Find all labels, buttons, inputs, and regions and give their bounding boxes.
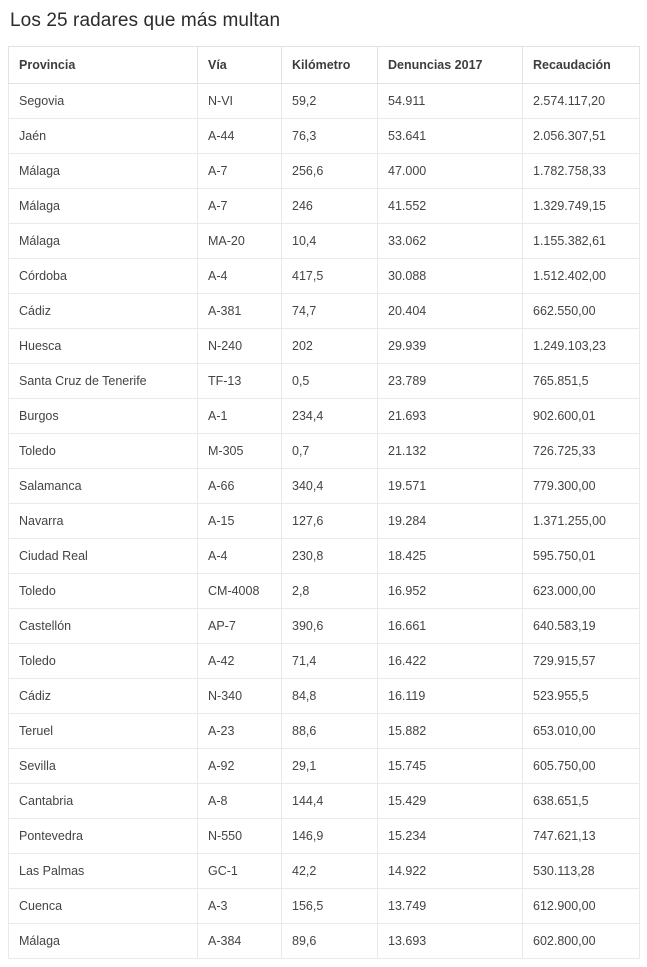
cell-provincia: Toledo [9, 644, 198, 679]
cell-kilometro: 246 [282, 189, 378, 224]
table-row [9, 644, 640, 679]
cell-recaudacion: 1.155.382,61 [523, 224, 640, 259]
cell-kilometro: 202 [282, 329, 378, 364]
cell-recaudacion: 1.249.103,23 [523, 329, 640, 364]
cell-via: N-VI [198, 84, 282, 119]
cell-via: A-7 [198, 154, 282, 189]
cell-recaudacion: 530.113,28 [523, 854, 640, 889]
cell-provincia: Teruel [9, 714, 198, 749]
cell-provincia: Pontevedra [9, 819, 198, 854]
cell-kilometro: 2,8 [282, 574, 378, 609]
table-row [9, 854, 640, 889]
table-row [9, 749, 640, 784]
cell-via: A-15 [198, 504, 282, 539]
cell-recaudacion: 640.583,19 [523, 609, 640, 644]
cell-provincia: Toledo [9, 574, 198, 609]
cell-via: A-92 [198, 749, 282, 784]
table-row [9, 574, 640, 609]
cell-denuncias: 15.882 [378, 714, 523, 749]
cell-provincia: Santa Cruz de Tenerife [9, 364, 198, 399]
cell-via: A-4 [198, 259, 282, 294]
cell-provincia: Cádiz [9, 294, 198, 329]
cell-provincia: Huesca [9, 329, 198, 364]
cell-denuncias: 29.939 [378, 329, 523, 364]
cell-kilometro: 76,3 [282, 119, 378, 154]
cell-via: A-7 [198, 189, 282, 224]
cell-denuncias: 13.693 [378, 924, 523, 959]
cell-recaudacion: 765.851,5 [523, 364, 640, 399]
cell-denuncias: 18.425 [378, 539, 523, 574]
cell-denuncias: 30.088 [378, 259, 523, 294]
cell-denuncias: 21.693 [378, 399, 523, 434]
table-row [9, 294, 640, 329]
cell-kilometro: 156,5 [282, 889, 378, 924]
table-row [9, 259, 640, 294]
cell-recaudacion: 1.329.749,15 [523, 189, 640, 224]
cell-recaudacion: 747.621,13 [523, 819, 640, 854]
cell-recaudacion: 779.300,00 [523, 469, 640, 504]
cell-denuncias: 20.404 [378, 294, 523, 329]
cell-via: N-240 [198, 329, 282, 364]
cell-kilometro: 89,6 [282, 924, 378, 959]
cell-provincia: Cuenca [9, 889, 198, 924]
cell-provincia: Toledo [9, 434, 198, 469]
cell-denuncias: 16.952 [378, 574, 523, 609]
cell-kilometro: 84,8 [282, 679, 378, 714]
cell-denuncias: 16.119 [378, 679, 523, 714]
table-row [9, 714, 640, 749]
cell-recaudacion: 729.915,57 [523, 644, 640, 679]
cell-via: MA-20 [198, 224, 282, 259]
cell-via: A-42 [198, 644, 282, 679]
cell-recaudacion: 595.750,01 [523, 539, 640, 574]
page-title: Los 25 radares que más multan [10, 10, 281, 31]
cell-denuncias: 19.571 [378, 469, 523, 504]
cell-provincia: Castellón [9, 609, 198, 644]
cell-recaudacion: 2.574.117,20 [523, 84, 640, 119]
table-header-row [9, 47, 640, 84]
radars-table [8, 46, 640, 959]
cell-via: A-8 [198, 784, 282, 819]
cell-kilometro: 59,2 [282, 84, 378, 119]
cell-provincia: Jaén [9, 119, 198, 154]
column-header-via: Vía [198, 47, 282, 84]
cell-kilometro: 10,4 [282, 224, 378, 259]
column-header-provincia: Provincia [9, 47, 198, 84]
table-body [9, 84, 640, 959]
cell-recaudacion: 523.955,5 [523, 679, 640, 714]
cell-denuncias: 21.132 [378, 434, 523, 469]
cell-via: A-3 [198, 889, 282, 924]
cell-kilometro: 0,5 [282, 364, 378, 399]
cell-kilometro: 29,1 [282, 749, 378, 784]
cell-denuncias: 41.552 [378, 189, 523, 224]
cell-kilometro: 230,8 [282, 539, 378, 574]
cell-denuncias: 15.234 [378, 819, 523, 854]
column-header-denuncias: Denuncias 2017 [378, 47, 523, 84]
cell-provincia: Córdoba [9, 259, 198, 294]
cell-recaudacion: 1.371.255,00 [523, 504, 640, 539]
cell-via: TF-13 [198, 364, 282, 399]
table-row [9, 329, 640, 364]
cell-recaudacion: 605.750,00 [523, 749, 640, 784]
cell-kilometro: 42,2 [282, 854, 378, 889]
cell-provincia: Málaga [9, 189, 198, 224]
table-row [9, 364, 640, 399]
cell-kilometro: 417,5 [282, 259, 378, 294]
table-container [0, 46, 647, 959]
cell-denuncias: 14.922 [378, 854, 523, 889]
cell-kilometro: 0,7 [282, 434, 378, 469]
cell-denuncias: 16.661 [378, 609, 523, 644]
cell-kilometro: 146,9 [282, 819, 378, 854]
cell-provincia: Sevilla [9, 749, 198, 784]
table-row [9, 609, 640, 644]
cell-provincia: Málaga [9, 224, 198, 259]
table-row [9, 224, 640, 259]
cell-provincia: Navarra [9, 504, 198, 539]
cell-via: N-550 [198, 819, 282, 854]
cell-kilometro: 340,4 [282, 469, 378, 504]
cell-provincia: Cádiz [9, 679, 198, 714]
cell-via: A-66 [198, 469, 282, 504]
table-row [9, 784, 640, 819]
cell-recaudacion: 638.651,5 [523, 784, 640, 819]
table-row [9, 189, 640, 224]
cell-via: M-305 [198, 434, 282, 469]
cell-via: A-381 [198, 294, 282, 329]
cell-denuncias: 16.422 [378, 644, 523, 679]
cell-recaudacion: 1.782.758,33 [523, 154, 640, 189]
table-header [9, 47, 640, 84]
cell-provincia: Segovia [9, 84, 198, 119]
cell-kilometro: 256,6 [282, 154, 378, 189]
cell-recaudacion: 2.056.307,51 [523, 119, 640, 154]
cell-kilometro: 74,7 [282, 294, 378, 329]
cell-recaudacion: 902.600,01 [523, 399, 640, 434]
cell-denuncias: 47.000 [378, 154, 523, 189]
cell-via: A-1 [198, 399, 282, 434]
cell-provincia: Burgos [9, 399, 198, 434]
table-row [9, 434, 640, 469]
cell-recaudacion: 726.725,33 [523, 434, 640, 469]
cell-kilometro: 88,6 [282, 714, 378, 749]
cell-kilometro: 234,4 [282, 399, 378, 434]
cell-recaudacion: 1.512.402,00 [523, 259, 640, 294]
cell-recaudacion: 653.010,00 [523, 714, 640, 749]
table-row [9, 889, 640, 924]
cell-provincia: Málaga [9, 154, 198, 189]
table-row [9, 819, 640, 854]
table-row [9, 469, 640, 504]
cell-denuncias: 33.062 [378, 224, 523, 259]
cell-denuncias: 54.911 [378, 84, 523, 119]
cell-via: CM-4008 [198, 574, 282, 609]
cell-denuncias: 19.284 [378, 504, 523, 539]
cell-denuncias: 53.641 [378, 119, 523, 154]
table-row [9, 119, 640, 154]
cell-denuncias: 13.749 [378, 889, 523, 924]
cell-provincia: Ciudad Real [9, 539, 198, 574]
table-row [9, 539, 640, 574]
table-row [9, 504, 640, 539]
cell-recaudacion: 602.800,00 [523, 924, 640, 959]
table-row [9, 399, 640, 434]
table-row [9, 679, 640, 714]
cell-provincia: Salamanca [9, 469, 198, 504]
cell-via: A-23 [198, 714, 282, 749]
cell-provincia: Las Palmas [9, 854, 198, 889]
cell-via: AP-7 [198, 609, 282, 644]
cell-kilometro: 390,6 [282, 609, 378, 644]
cell-denuncias: 15.745 [378, 749, 523, 784]
cell-denuncias: 15.429 [378, 784, 523, 819]
cell-kilometro: 144,4 [282, 784, 378, 819]
column-header-recaudacion: Recaudación [523, 47, 640, 84]
cell-provincia: Málaga [9, 924, 198, 959]
cell-recaudacion: 612.900,00 [523, 889, 640, 924]
cell-recaudacion: 623.000,00 [523, 574, 640, 609]
table-row [9, 154, 640, 189]
cell-via: N-340 [198, 679, 282, 714]
table-row [9, 84, 640, 119]
cell-recaudacion: 662.550,00 [523, 294, 640, 329]
column-header-kilometro: Kilómetro [282, 47, 378, 84]
table-row [9, 924, 640, 959]
cell-kilometro: 71,4 [282, 644, 378, 679]
cell-via: A-384 [198, 924, 282, 959]
cell-via: A-44 [198, 119, 282, 154]
cell-provincia: Cantabria [9, 784, 198, 819]
cell-via: GC-1 [198, 854, 282, 889]
cell-via: A-4 [198, 539, 282, 574]
cell-denuncias: 23.789 [378, 364, 523, 399]
cell-kilometro: 127,6 [282, 504, 378, 539]
